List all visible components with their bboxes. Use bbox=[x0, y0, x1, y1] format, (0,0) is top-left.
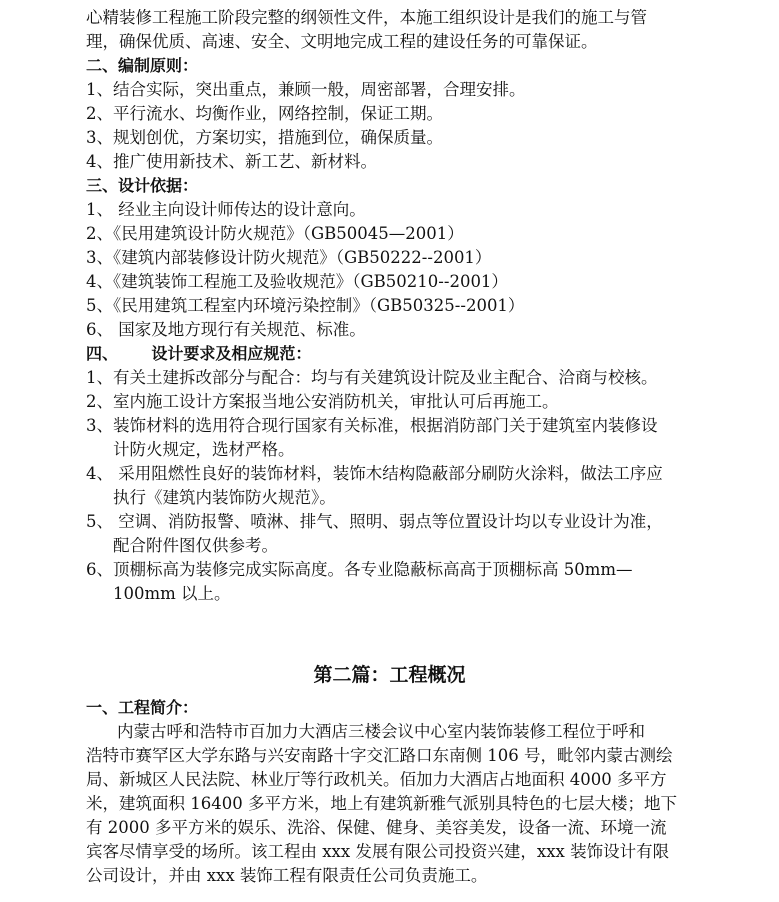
requirement-item-continuation: 100mm 以上。 bbox=[113, 584, 231, 603]
basis-heading: 三、设计依据： bbox=[86, 176, 199, 195]
basis-item: 5、《民用建筑工程室内环境污染控制》（GB50325--2001） bbox=[86, 296, 525, 315]
requirement-item: 1、有关土建拆改部分与配合：均与有关建筑设计院及业主配合、洽商与校核。 bbox=[86, 368, 658, 387]
basis-item: 2、《民用建筑设计防火规范》（GB50045—2001） bbox=[86, 224, 464, 243]
requirement-item: 4、 采用阻燃性良好的装饰材料，装饰木结构隐蔽部分刷防火涂料，做法工序应 bbox=[86, 464, 663, 483]
requirement-item: 2、室内施工设计方案报当地公安消防机关，审批认可后再施工。 bbox=[86, 392, 559, 411]
basis-item: 1、 经业主向设计师传达的设计意向。 bbox=[86, 200, 366, 219]
requirement-item: 3、装饰材料的选用符合现行国家有关标准，根据消防部门关于建筑室内装修设 bbox=[86, 416, 658, 435]
overview-paragraph-line: 公司设计，并由 xxx 装饰工程有限责任公司负责施工。 bbox=[86, 866, 488, 885]
requirement-item: 6、顶棚标高为装修完成实际高度。各专业隐蔽标高高于顶棚标高 50mm— bbox=[86, 560, 633, 579]
basis-item: 4、《建筑装饰工程施工及验收规范》（GB50210--2001） bbox=[86, 272, 508, 291]
principle-item: 3、规划创优，方案切实，措施到位，确保质量。 bbox=[86, 128, 443, 147]
chapter-title: 第二篇：工程概况 bbox=[313, 664, 466, 686]
principle-item: 2、平行流水、均衡作业，网络控制，保证工期。 bbox=[86, 104, 443, 123]
overview-paragraph-line: 内蒙古呼和浩特市百加力大酒店三楼会议中心室内装饰装修工程位于呼和 bbox=[117, 722, 645, 741]
overview-paragraph-line: 宾客尽情享受的场所。该工程由 xxx 发展有限公司投资兴建，xxx 装饰设计有限 bbox=[86, 842, 670, 861]
requirements-heading: 四、 设计要求及相应规范： bbox=[86, 344, 312, 363]
intro-line: 心精装修工程施工阶段完整的纲领性文件，本施工组织设计是我们的施工与管 bbox=[86, 8, 647, 27]
overview-heading: 一、工程简介： bbox=[86, 698, 199, 717]
requirement-item: 5、 空调、消防报警、喷淋、排气、照明、弱点等位置设计均以专业设计为准， bbox=[86, 512, 663, 531]
intro-line: 理，确保优质、高速、安全、文明地完成工程的建设任务的可靠保证。 bbox=[86, 32, 598, 51]
overview-paragraph-line: 有 2000 多平方米的娱乐、洗浴、保健、健身、美容美发，设备一流、环境一流 bbox=[86, 818, 667, 837]
basis-item: 3、《建筑内部装修设计防火规范》（GB50222--2001） bbox=[86, 248, 492, 267]
principle-item: 4、推广使用新技术、新工艺、新材料。 bbox=[86, 152, 377, 171]
requirement-item-continuation: 执行《建筑内装饰防火规范》。 bbox=[113, 488, 336, 507]
requirement-item-continuation: 配合附件图仅供参考。 bbox=[113, 536, 278, 555]
overview-paragraph-line: 局、新城区人民法院、林业厅等行政机关。佰加力大酒店占地面积 4000 多平方 bbox=[86, 770, 667, 789]
basis-item: 6、 国家及地方现行有关规范、标准。 bbox=[86, 320, 366, 339]
overview-paragraph-line: 米，建筑面积 16400 多平方米，地上有建筑新雅气派别具特色的七层大楼；地下 bbox=[86, 794, 677, 813]
principles-heading: 二、编制原则： bbox=[86, 56, 199, 75]
principle-item: 1、结合实际，突出重点，兼顾一般，周密部署，合理安排。 bbox=[86, 80, 526, 99]
requirement-item-continuation: 计防火规定，选材严格。 bbox=[113, 440, 295, 459]
overview-paragraph-line: 浩特市赛罕区大学东路与兴安南路十字交汇路口东南侧 106 号，毗邻内蒙古测绘 bbox=[86, 746, 673, 765]
